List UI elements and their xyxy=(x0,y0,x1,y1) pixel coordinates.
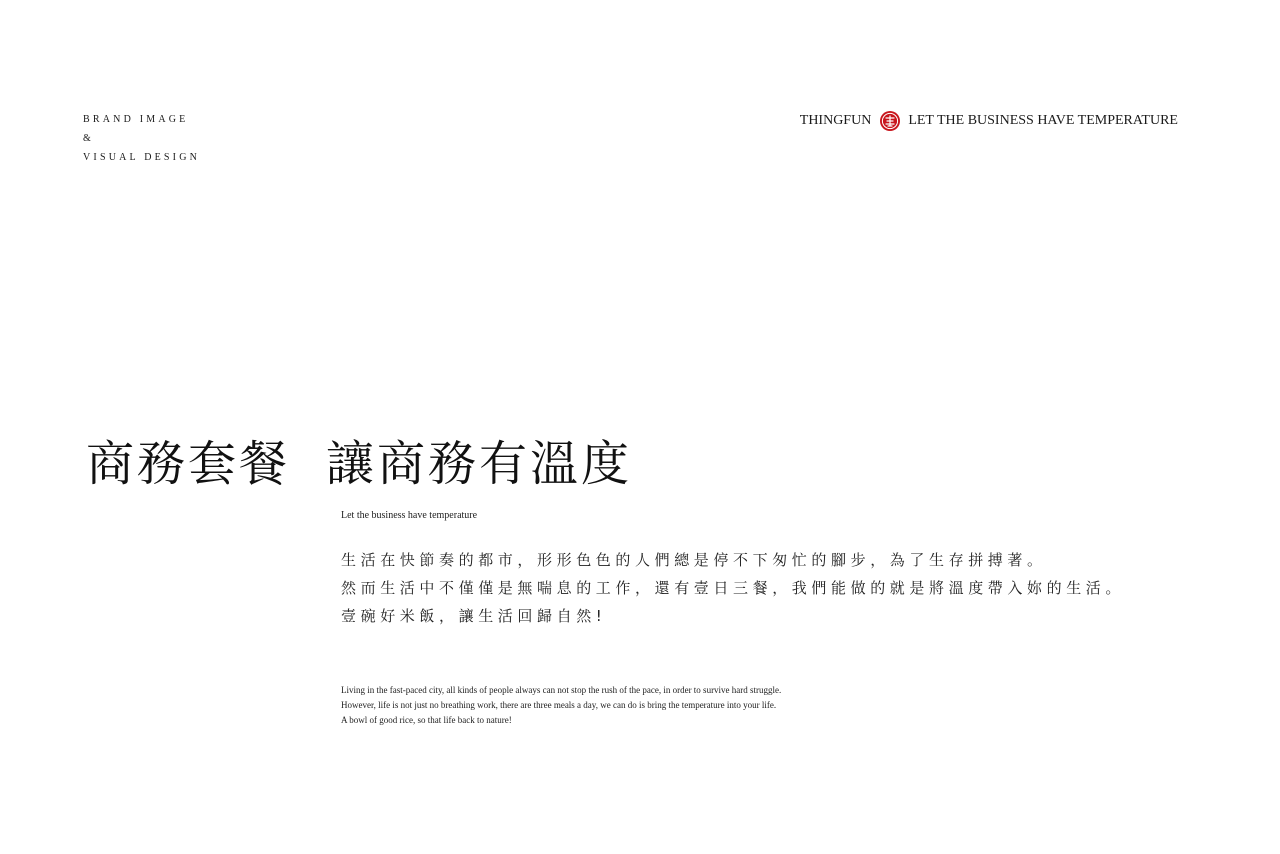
chinese-paragraph-line: 生活在快節奏的都市，形形色色的人們總是停不下匆忙的腳步，為了生存拼搏著。 xyxy=(341,551,1047,569)
page-headline xyxy=(86,432,632,496)
chinese-paragraph-line: 然而生活中不僅僅是無喘息的工作，還有壹日三餐，我們能做的就是將溫度帶入妳的生活。 xyxy=(341,579,1126,597)
company-name: THINGFUN xyxy=(799,113,872,128)
brand-line-visual-design: VISUAL DESIGN xyxy=(83,152,201,163)
chinese-paragraph-line: 壹碗好米飯，讓生活回歸自然! xyxy=(341,607,607,625)
headline-part-business-set: 商務套餐 xyxy=(86,436,291,492)
header-tagline: LET THE BUSINESS HAVE TEMPERATURE xyxy=(908,113,1178,128)
header-brand-bar xyxy=(800,110,1178,132)
english-paragraph-line: Living in the fast-paced city, all kinds of people always can not stop the rush of the pace, in order to survive hard struggle. xyxy=(341,685,782,695)
seal-logo-icon xyxy=(879,110,901,132)
brand-block xyxy=(83,110,200,167)
brand-line-ampersand: & xyxy=(83,133,94,144)
english-body-text xyxy=(341,683,781,728)
english-subheading: Let the business have temperature xyxy=(341,510,478,521)
english-paragraph-line: However, life is not just no breathing work, there are three meals a day, we can do is bring the temperature into your life. xyxy=(341,700,777,710)
chinese-body-text xyxy=(341,546,1125,630)
brand-line-brand-image: BRAND IMAGE xyxy=(83,114,189,125)
english-paragraph-line: A bowl of good rice, so that life back to nature! xyxy=(341,715,512,725)
headline-part-temperature: 讓商務有溫度 xyxy=(326,436,633,492)
